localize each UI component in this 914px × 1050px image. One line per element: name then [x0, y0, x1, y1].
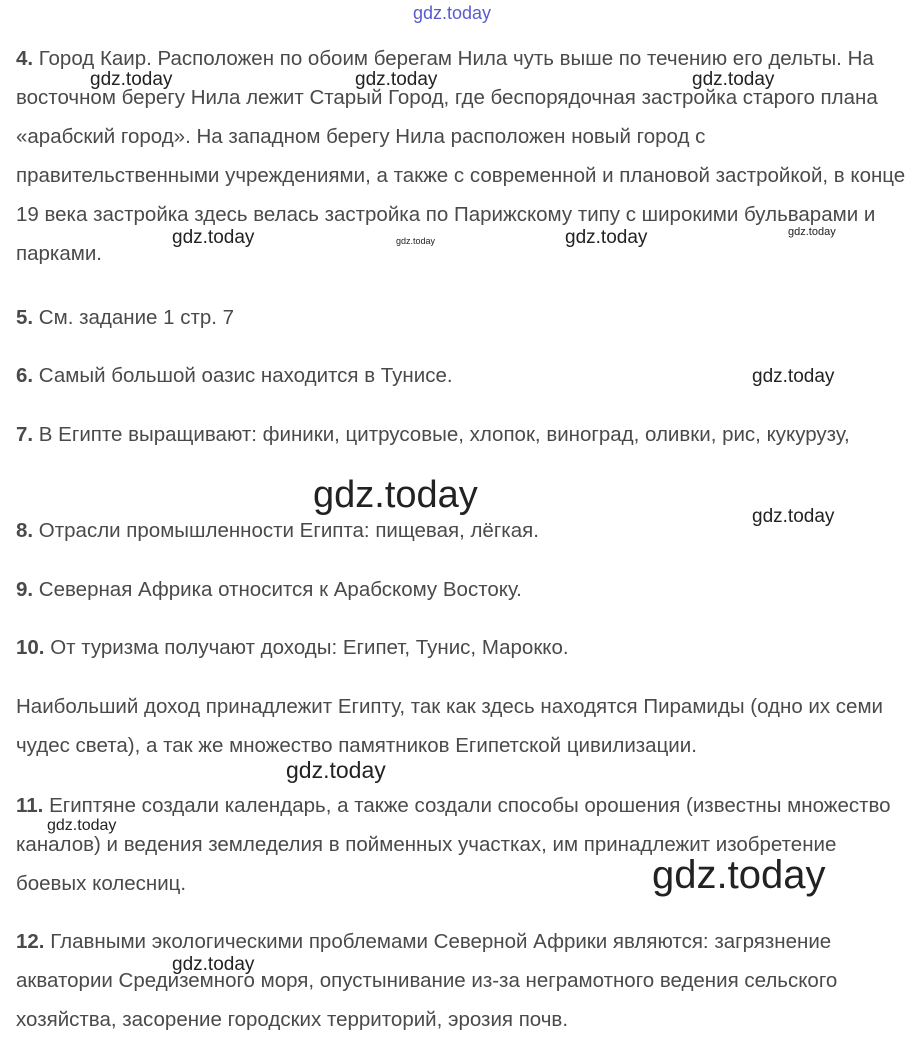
item-number: 10. — [16, 636, 45, 659]
item-number: 8. — [16, 519, 34, 542]
watermark: gdz.today — [286, 757, 386, 783]
item-number: 4. — [16, 47, 34, 70]
answer-6 — [16, 356, 906, 395]
item-number: 7. — [16, 423, 34, 446]
item-number: 6. — [16, 364, 34, 387]
item-number: 11. — [16, 794, 44, 817]
item-text: Египтяне создали календарь, а также создали способы орошения (известны множество каналов) и ведения земледелия в пойменных участках, им принадлежит изобретение боевых колесниц. — [16, 794, 891, 895]
item-text: Отрасли промышленности Египта: пищевая, лёгкая. — [33, 519, 539, 542]
watermark: gdz.today — [752, 366, 835, 387]
watermark: gdz.today — [752, 506, 835, 527]
item-text: От туризма получают доходы: Египет, Тунис, Марокко. — [44, 636, 569, 659]
answer-9 — [16, 570, 906, 609]
item-number: 5. — [16, 306, 34, 329]
answer-8 — [16, 511, 906, 550]
item-text: В Египте выращивают: финики, цитрусовые, хлопок, виноград, оливки, рис, кукурузу, — [33, 423, 850, 446]
watermark: gdz.today — [413, 3, 492, 23]
watermark: gdz.today — [396, 236, 436, 246]
watermark: gdz.today — [47, 817, 117, 834]
item-text: Самый большой оазис находится в Тунисе. — [33, 364, 453, 387]
watermark: gdz.today — [172, 954, 255, 975]
item-number: 12. — [16, 930, 45, 953]
answer-10 — [16, 628, 906, 667]
item-text: Город Каир. Расположен по обоим берегам Нила чуть выше по течению его дельты. На восточном берегу Нила лежит Старый Город, где беспорядочная застройка старого плана «арабский город». На западном берегу Нила расположен новый город с правительственными учреждениями, а также с современной и плановой застройкой, в конце 19 века застройка здесь велась застройка по Парижскому типу с широкими бульварами и парками. — [16, 47, 906, 265]
answer-5 — [16, 298, 906, 337]
watermark: gdz.today — [90, 69, 173, 90]
watermark: gdz.today — [172, 227, 255, 248]
watermark: gdz.today — [692, 69, 775, 90]
answer-12 — [16, 922, 906, 1039]
item-number: 9. — [16, 578, 34, 601]
watermark: gdz.today — [313, 474, 478, 516]
item-text: Главными экологическими проблемами Северной Африки являются: загрязнение акватории Средиземного моря, опустынивание из-за неграмотного ведения сельского хозяйства, засорение городских территорий, эрозия почв. — [16, 930, 838, 1031]
watermark: gdz.today — [788, 226, 836, 238]
watermark: gdz.today — [355, 69, 438, 90]
answer-7 — [16, 415, 906, 454]
item-text: Наибольший доход принадлежит Египту, так как здесь находятся Пирамиды (одно их семи чудес света), а так же множество памятников Египетской цивилизации. — [16, 695, 884, 757]
answer-11 — [16, 786, 906, 903]
watermark: gdz.today — [652, 853, 826, 897]
answer-10-continued — [16, 687, 906, 765]
item-text: Северная Африка относится к Арабскому Востоку. — [33, 578, 522, 601]
item-text: См. задание 1 стр. 7 — [33, 306, 235, 329]
answer-4 — [16, 39, 906, 273]
watermark: gdz.today — [565, 227, 648, 248]
